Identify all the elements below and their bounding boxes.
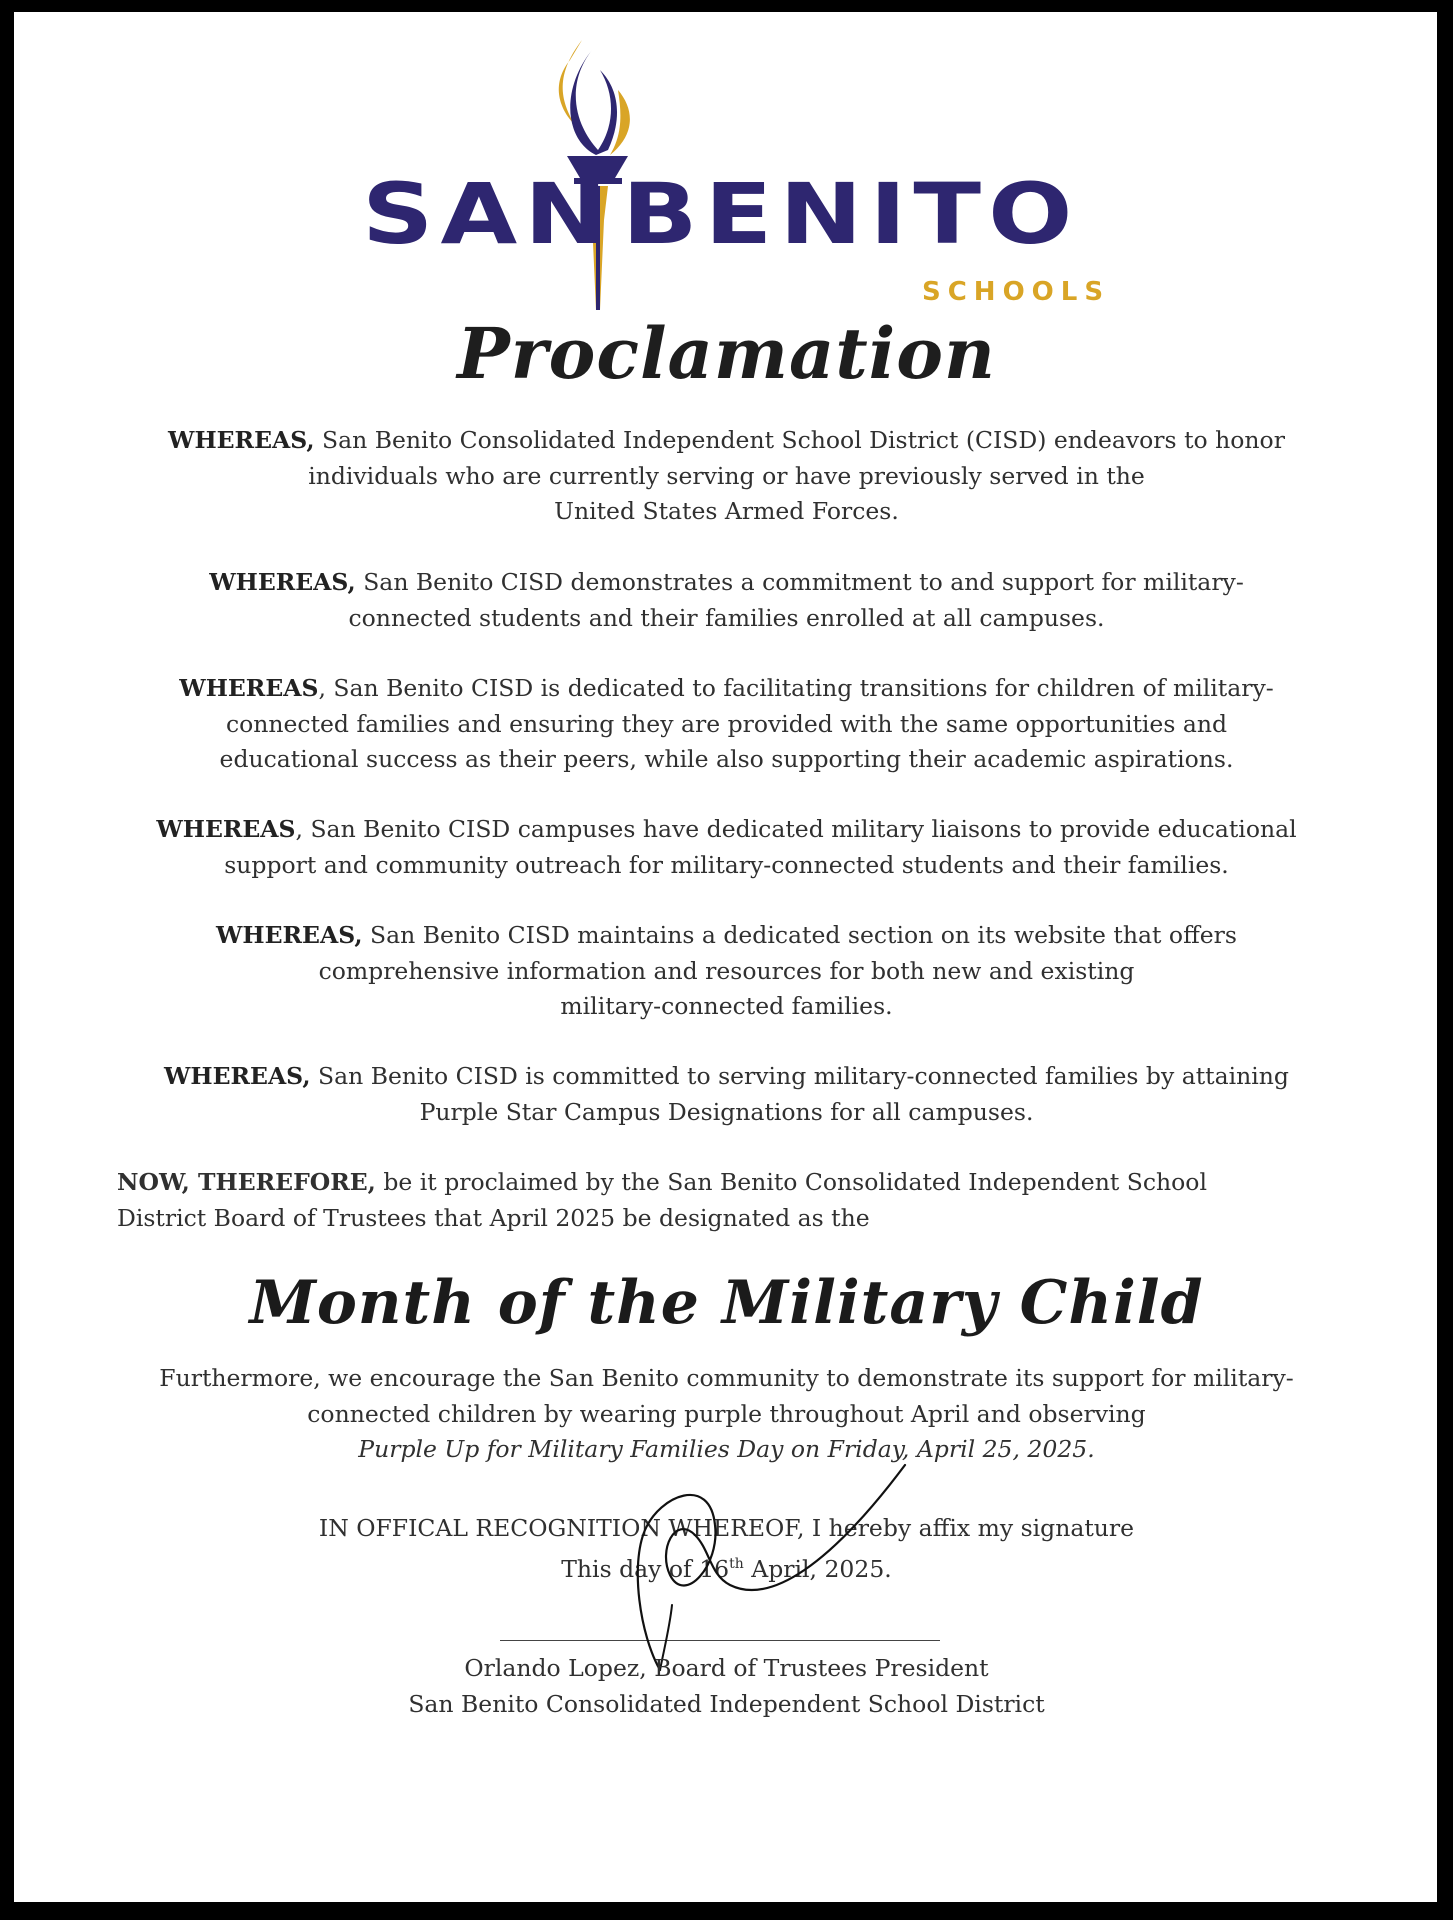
- whereas-paragraph: WHEREAS, San Benito CISD is committed to serving military-connected families by attaining Purple Star Campus Designations for all campuses.: [164, 1062, 1289, 1126]
- signatory-block: [100, 1651, 1353, 1722]
- purple-up-day-line: Purple Up for Military Families Day on Friday, April 25, 2025.: [358, 1435, 1095, 1463]
- logo-subtitle: SCHOOLS: [922, 277, 1111, 307]
- therefore-keyword: NOW, THEREFORE,: [117, 1168, 376, 1196]
- logo-benito: BENITO: [622, 165, 1080, 263]
- recognition-paragraph: IN OFFICAL RECOGNITION WHEREOF, I hereby affix my signature This day of 16th April, 2025.: [318, 1514, 1135, 1583]
- whereas-keyword: WHEREAS,: [168, 426, 315, 454]
- district-logo: [360, 30, 1111, 310]
- furthermore-paragraph: Furthermore, we encourage the San Benito community to demonstrate its support for military- connected children by wearing purple throughout April and observing Purple Up for Military Families Day on Friday, April 25, 2025.: [100, 1361, 1353, 1468]
- designation-title: Month of the Military Child: [249, 1268, 1204, 1338]
- page-title: Proclamation: [457, 312, 996, 395]
- whereas-keyword: WHEREAS,: [164, 1062, 311, 1090]
- whereas-paragraph: WHEREAS, San Benito CISD campuses have dedicated military liaisons to provide educational support and community outreach for military-connected students and their families.: [156, 815, 1297, 879]
- whereas-paragraph: WHEREAS, San Benito Consolidated Independent School District (CISD) endeavors to honor individuals who are currently serving or have previously served in the United States Armed Forces.: [168, 426, 1285, 525]
- whereas-paragraph: WHEREAS, San Benito CISD is dedicated to facilitating transitions for children of military- connected families and ensuring they are provided with the same opportunities and educational success as their peers, while also supporting their academic aspirations.: [179, 674, 1274, 773]
- whereas-keyword: WHEREAS: [156, 815, 296, 843]
- whereas-paragraph: WHEREAS, San Benito CISD maintains a dedicated section on its website that offers comprehensive information and resources for both new and existing military-connected families.: [216, 921, 1237, 1020]
- signatory-name: Orlando Lopez, Board of Trustees President: [464, 1654, 989, 1682]
- whereas-keyword: WHEREAS,: [216, 921, 363, 949]
- whereas-keyword: WHEREAS,: [209, 568, 356, 596]
- whereas-paragraph: WHEREAS, San Benito CISD demonstrates a commitment to and support for military- connected students and their families enrolled at all campuses.: [209, 568, 1244, 632]
- signatory-organization: San Benito Consolidated Independent School District: [408, 1689, 1045, 1718]
- therefore-paragraph: NOW, THEREFORE, be it proclaimed by the San Benito Consolidated Independent School District Board of Trustees that April 2025 be designated as the: [117, 1168, 1207, 1232]
- whereas-keyword: WHEREAS: [179, 674, 319, 702]
- logo-san: SAN: [362, 165, 615, 263]
